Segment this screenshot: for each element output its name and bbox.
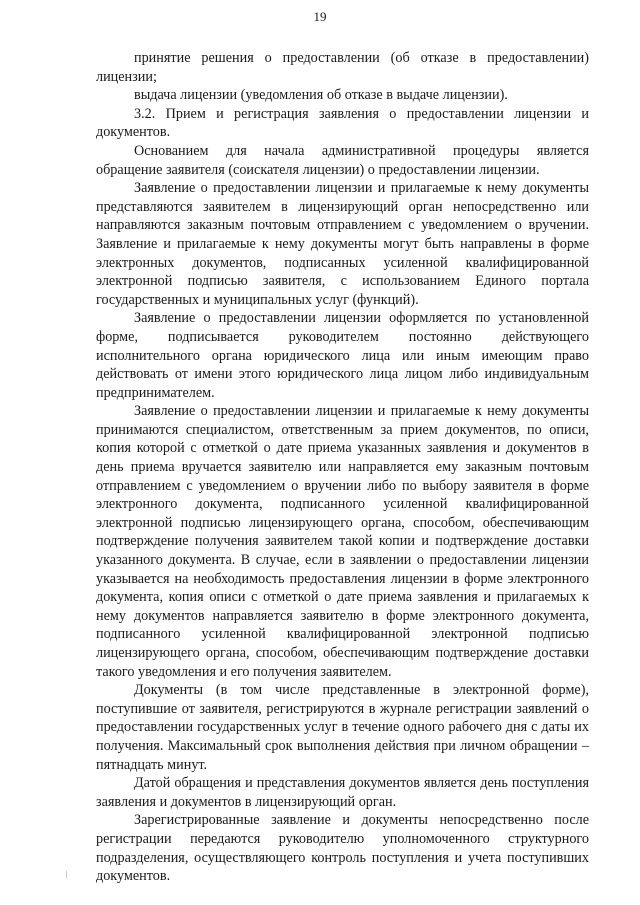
paragraph-submission: Заявление о предоставлении лицензии и прилагаемые к нему документы представляются заявителем в лицензирующий орган непосредственно или направляются заказным почтовым отправлением с уведомлением о вручении. Заявление и прилагаемые к нему документы могут быть направлены в форме электронных документов, подписанных усиленной квалифицированной электронной подписью заявителя, с использованием Единого портала государственных и муниципальных услуг (функций).	[96, 180, 589, 308]
scan-mark	[66, 871, 67, 878]
paragraph-transfer: Зарегистрированные заявление и документы непосредственно после регистрации передаются руководителю уполномоченного структурного подразделения, осуществляющего контроль поступления и учета поступивших документов.	[96, 812, 589, 885]
page-number: 19	[313, 9, 327, 24]
paragraph-form: Заявление о предоставлении лицензии оформляется по установленной форме, подписывается руководителем постоянно действующего исполнительного органа юридического лица или иным имеющим право действовать от имени этого юридического лица лицом либо индивидуальным предпринимателем.	[96, 310, 589, 401]
section-heading-3-2: 3.2. Прием и регистрация заявления о предоставлении лицензии и документов.	[96, 105, 589, 141]
paragraph-acceptance: Заявление о предоставлении лицензии и прилагаемые к нему документы принимаются специалистом, ответственным за прием документов, по описи, копия которой с отметкой о дате приема указанных заявления и документов в день приема вручается заявителю или направляется ему заказным почтовым отправлением с уведомлением о вручении либо по выбору заявителя в форме электронного документа, подписанного усиленной квалифицированной электронной подписью лицензирующего органа, способом, обеспечивающим подтверждение получения заявителем такой копии и подтверждение доставки указанного документа. В случае, если в заявлении о предоставлении лицензии указывается на необходимость предоставления лицензии в форме электронного документа, копия описи с отметкой о дате приема заявления и прилагаемых к нему документов направляется заявителю в форме электронного документа, подписанного усиленной квалифицированной электронной подписью лицензирующего органа, способом, обеспечивающим подтверждение доставки такого уведомления и его получения заявителем.	[96, 403, 589, 680]
paragraph-date: Датой обращения и представления документов является день поступления заявления и документов в лицензирующий орган.	[96, 775, 589, 810]
paragraph-decision: принятие решения о предоставлении (об отказе в предоставлении) лицензии;	[96, 50, 589, 85]
document-body	[96, 49, 589, 886]
paragraph-registration: Документы (в том числе представленные в электронной форме), поступившие от заявителя, регистрируются в журнале регистрации заявлений о предоставлении государственных услуг в течение одного рабочего дня с даты их получения. Максимальный срок выполнения действия при личном обращении – пятнадцать минут.	[96, 682, 589, 773]
paragraph-basis: Основанием для начала административной процедуры является обращение заявителя (соискателя лицензии) о предоставлении лицензии.	[96, 142, 589, 178]
paragraph-issuance: выдача лицензии (уведомления об отказе в выдаче лицензии).	[134, 87, 508, 104]
